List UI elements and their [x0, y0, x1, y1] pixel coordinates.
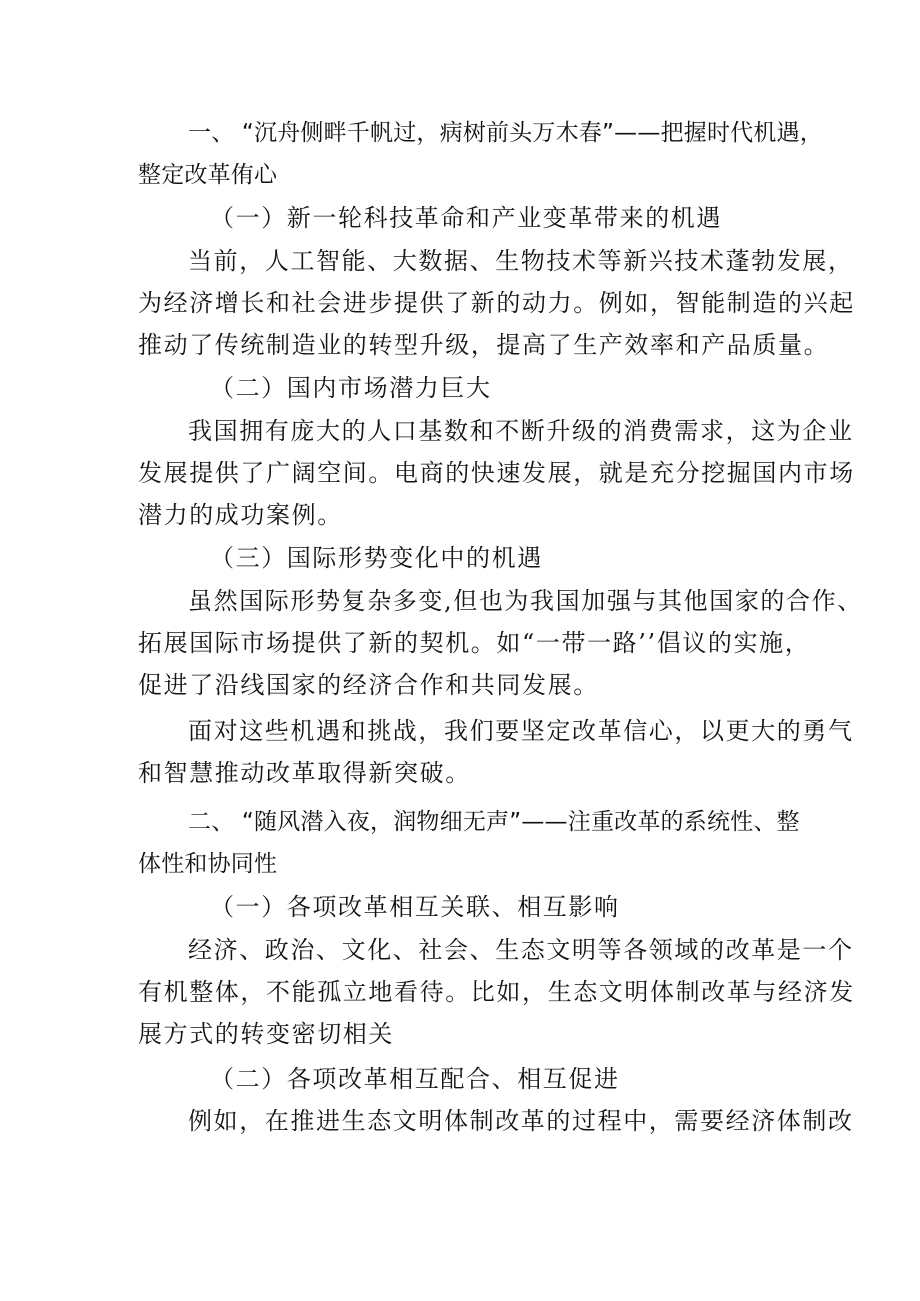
section-1-heading-line-2: 整定改革侑心: [138, 162, 278, 188]
paragraph-line: 和智慧推动改革取得新突破。: [138, 759, 471, 787]
section-1-heading-line-1: 一、 “沉舟侧畔千帆过，病树前头万木春”——把握时代机遇，: [188, 120, 823, 146]
paragraph-line: 当前，人工智能、大数据、生物技术等新兴技术蓬勃发展，: [188, 247, 854, 275]
paragraph-line: 为经济增长和社会进步提供了新的动力。例如，智能制造的兴起: [138, 289, 855, 317]
paragraph-line: 经济、政治、文化、社会、生态文明等各领域的改革是一个: [188, 936, 854, 964]
section-2-sub-1-title: （一）各项改革相互关联、相互影响: [210, 893, 620, 921]
section-1-sub-2-title: （二）国内市场潜力巨大: [210, 374, 492, 402]
paragraph-line: 展方式的转变密切相关: [138, 1020, 394, 1048]
paragraph-line: 拓展国际市场提供了新的契机。如“一带一路’’倡议的实施，: [138, 629, 811, 657]
paragraph-line: 潜力的成功案例。: [138, 501, 343, 529]
paragraph-line: 促进了沿线国家的经济合作和共同发展。: [138, 671, 599, 699]
paragraph-line: 虽然国际形势复杂多变,但也为我国加强与其他国家的合作、: [188, 587, 863, 615]
paragraph-line: 我国拥有庞大的人口基数和不断升级的消费需求，这为企业: [188, 417, 854, 445]
paragraph-line: 面对这些机遇和挑战，我们要坚定改革信心，以更大的勇气: [188, 717, 854, 745]
section-2-sub-2-title: （二）各项改革相互配合、相互促进: [210, 1065, 620, 1093]
paragraph-line: 推动了传统制造业的转型升级，提高了生产效率和产品质量。: [138, 331, 830, 359]
paragraph-line: 发展提供了广阔空间。电商的快速发展，就是充分挖掘国内市场: [138, 459, 855, 487]
section-1-sub-1-title: （一）新一轮科技革命和产业变革带来的机遇: [210, 204, 722, 232]
section-2-heading-line-1: 二、 “随风潜入夜，润物细无声”——注重改革的系统性、整: [188, 809, 800, 835]
section-2-heading-line-2: 体性和协同性: [138, 851, 278, 877]
paragraph-line: 有机整体，不能孤立地看待。比如，生态文明体制改革与经济发: [138, 978, 855, 1006]
paragraph-line: 例如，在推进生态文明体制改革的过程中，需要经济体制改: [188, 1107, 854, 1135]
section-1-sub-3-title: （三）国际形势变化中的机遇: [210, 544, 543, 572]
